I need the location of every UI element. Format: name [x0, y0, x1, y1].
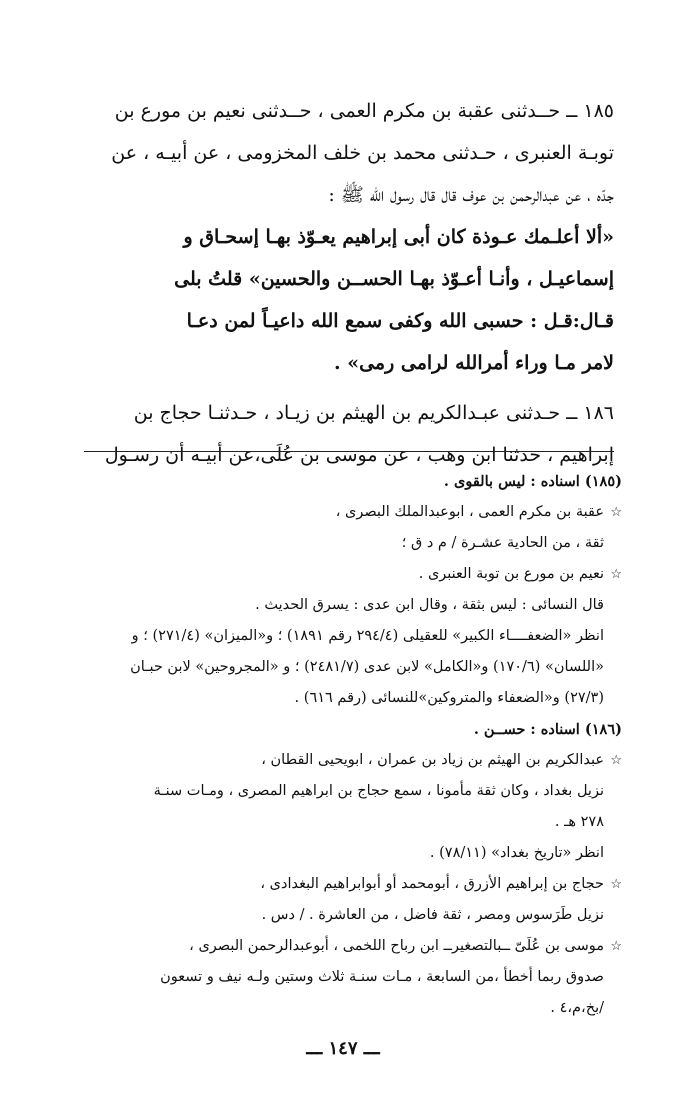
note-text: نزيل بغداد ، وكان ثقة مأمونا ، سمع حجاج بن ابراهيم المصرى ، ومـات سنـة	[153, 783, 604, 799]
note-text: صدوق ربما أخطأ ،من السابعة ، مـات سنـة ثلاث وستين ولـه نيف و تسعون	[160, 969, 604, 985]
note-185-heading: (١٨٥) اسناده : ليس بالقوى .	[443, 473, 622, 490]
hadith-185-matn-line: «ألا أعلـمك عـوذة كان أبى إبراهيم يعـوّذ بهـا إسحـاق و	[183, 226, 614, 248]
note-185-narrator-2	[76, 559, 622, 590]
hadith-185-line: توبـة العنبرى ، حـدثنى محمد بن خلف المخزومى ، عن أبيـه ، عن	[111, 142, 614, 164]
hadith-185-line: ١٨٥ ــ حــدثنى عقبة بن مكرم العمى ، حــدثنى نعيم بن مورع بن	[114, 100, 614, 122]
star-icon: ☆	[610, 567, 622, 582]
note-text: قال النسائى : ليس بثقة ، وقال ابن عدى : يسرق الحديث .	[255, 597, 604, 613]
note-text: انظر «تاريخ بغداد» (٧٨/١١) .	[429, 845, 604, 861]
note-text: موسى بن عُلَىّ ــبالتصغيرــ ابن رباح اللخمى ، أبوعبدالرحمن البصرى ،	[189, 938, 604, 954]
hadith-185-line: جدّه ، عن عبدالرحمن بن عوف قال قال رسول الله ﷺ :	[328, 184, 614, 206]
note-text: عبدالكريم بن الهيثم بن زياد بن عمران ، ابويحيى القطان ،	[261, 752, 604, 768]
hadith-gap	[74, 384, 614, 392]
note-text: حجاج بن إبراهيم الأزرق ، أبومحمد أو أبوابراهيم البغدادى ،	[260, 876, 604, 892]
hadith-185-matn-line: قـال:قـل : حسبى الله وكفى سمع الله داعيـاً لمن دعـا	[186, 310, 614, 332]
note-text: عقبة بن مكرم العمى ، ابوعبدالملك البصرى ،	[335, 504, 604, 520]
hadith-186-line: ١٨٦ ــ حـدثنى عبـدالكريم بن الهيثم بن زيـاد ، حـدثنـا حجاج بن	[133, 402, 614, 424]
hadith-186	[74, 392, 614, 476]
note-text: نزيل طَرَسوس ومصر ، ثقة فاضل ، من العاشرة . / دس .	[261, 907, 604, 923]
note-text: نعيم بن مورع بن توبة العنبرى .	[418, 566, 604, 582]
main-text	[74, 90, 614, 476]
hadith-185-matn-line: لامر مـا وراء أمرالله لرامى رمى» .	[333, 352, 614, 374]
hadith-186-line: إبراهيم ، حدثنا ابن وهب ، عن موسى بن عُلَى،عن أبيـه أن رسـول	[104, 444, 614, 466]
note-186-narrator-2	[76, 869, 622, 900]
note-text: /بخ،م،٤ .	[550, 1000, 604, 1016]
hadith-185	[74, 90, 614, 384]
note-text: ٢٧٨ هـ .	[554, 814, 604, 830]
note-text: (٢٧/٣) و«الضعفاء والمتروكين»للنسائى (رقم ٦١٦) .	[294, 690, 604, 706]
page-number: ـــ ١٤٧ ـــ	[306, 1038, 380, 1059]
footnotes	[76, 466, 622, 1024]
note-text: انظر «الضعفــــاء الكبير» للعقيلى (٢٩٤/٤ رقم ١٨٩١) ؛ و«الميزان» (٢٧١/٤) ؛ و	[131, 628, 604, 644]
star-icon: ☆	[610, 753, 622, 768]
note-185-narrator-1	[76, 497, 622, 528]
note-text: ثقة ، من الحادية عشـرة / م د ق ؛	[401, 535, 604, 551]
note-186-heading: (١٨٦) اسناده : حســن .	[473, 721, 622, 738]
note-186-narrator-3	[76, 931, 622, 962]
footnote-divider	[84, 451, 614, 452]
note-text: «اللسان» (١٧٠/٦) و«الكامل» لابن عدى (٢٤٨١/٧) ؛ و «المجروحين» لابن حبـان	[130, 659, 604, 675]
hadith-185-matn-line: إسماعيـل ، وأنـا أعـوّذ بهـا الحســن والحسين» قلتُ بلى	[174, 268, 614, 290]
star-icon: ☆	[610, 505, 622, 520]
star-icon: ☆	[610, 877, 622, 892]
star-icon: ☆	[610, 939, 622, 954]
note-186-narrator-1	[76, 745, 622, 776]
